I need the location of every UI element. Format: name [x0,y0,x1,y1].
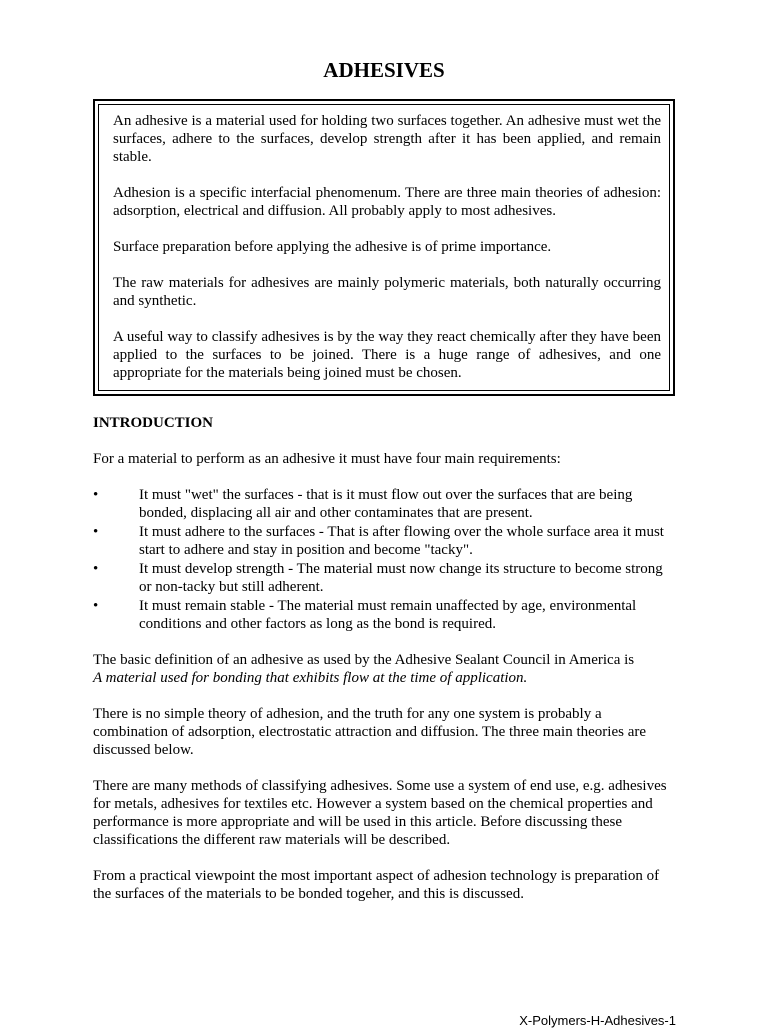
bullet-icon: • [93,598,99,614]
main-content [93,414,673,921]
requirement-item [93,523,673,559]
definition-quote: A material used for bonding that exhibits flow at the time of application. [93,670,528,686]
summary-box-text [113,112,661,382]
requirement-item [93,560,673,596]
requirement-text: It must develop strength - The material must now change its structure to become strong or non-tacky but still adherent. [139,561,663,595]
page-title: ADHESIVES [323,58,445,82]
summary-paragraph: Adhesion is a specific interfacial phenomenum. There are three main theories of adhesion: adsorption, electrical and diffusion. All probably apply to most adhesives. [113,185,661,219]
requirements-list [93,486,673,633]
requirement-item [93,597,673,633]
requirement-text: It must "wet" the surfaces - that is it must flow out over the surfaces that are being bonded, displacing all air and other contaminates that are present. [139,487,633,521]
body-paragraph: From a practical viewpoint the most important aspect of adhesion technology is preparation of the surfaces of the materials to be bonded togeher, and this is discussed. [93,868,660,902]
summary-paragraph: A useful way to classify adhesives is by the way they react chemically after they have been applied to the surfaces to be joined. There is a huge range of adhesives, and one appropriate for the materials being joined must be chosen. [113,329,661,381]
summary-paragraph: An adhesive is a material used for holding two surfaces together. An adhesive must wet the surfaces, adhere to the surfaces, develop strength after it has been applied, and remain stable. [113,113,661,165]
requirement-text: It must remain stable - The material must remain unaffected by age, environmental conditions and other factors as long as the bond is required. [139,598,637,632]
bullet-icon: • [93,561,99,577]
requirement-item [93,486,673,522]
summary-paragraph: The raw materials for adhesives are mainly polymeric materials, both naturally occurring and synthetic. [113,275,661,309]
body-paragraph: There are many methods of classifying adhesives. Some use a system of end use, e.g. adhesives for metals, adhesives for textiles etc. However a system based on the chemical properties and performance is more appropriate and will be used in this article. Before discussing these classifications the different raw materials will be described. [93,778,667,848]
page-footer: X-Polymers-H-Adhesives-1 [519,1013,676,1028]
definition-intro: The basic definition of an adhesive as used by the Adhesive Sealant Council in America is [93,652,635,668]
section-heading-introduction: INTRODUCTION [93,415,214,431]
bullet-icon: • [93,524,99,540]
summary-paragraph: Surface preparation before applying the adhesive is of prime importance. [113,239,552,255]
body-paragraph: There is no simple theory of adhesion, and the truth for any one system is probably a combination of adsorption, electrostatic attraction and diffusion. The three main theories are discussed below. [93,706,647,758]
requirement-text: It must adhere to the surfaces - That is after flowing over the whole surface area it must start to adhere and stay in position and become "tacky". [139,524,664,558]
requirements-lead: For a material to perform as an adhesive it must have four main requirements: [93,451,561,467]
definition-paragraph [93,651,673,687]
bullet-icon: • [93,487,99,503]
summary-box [93,99,675,396]
